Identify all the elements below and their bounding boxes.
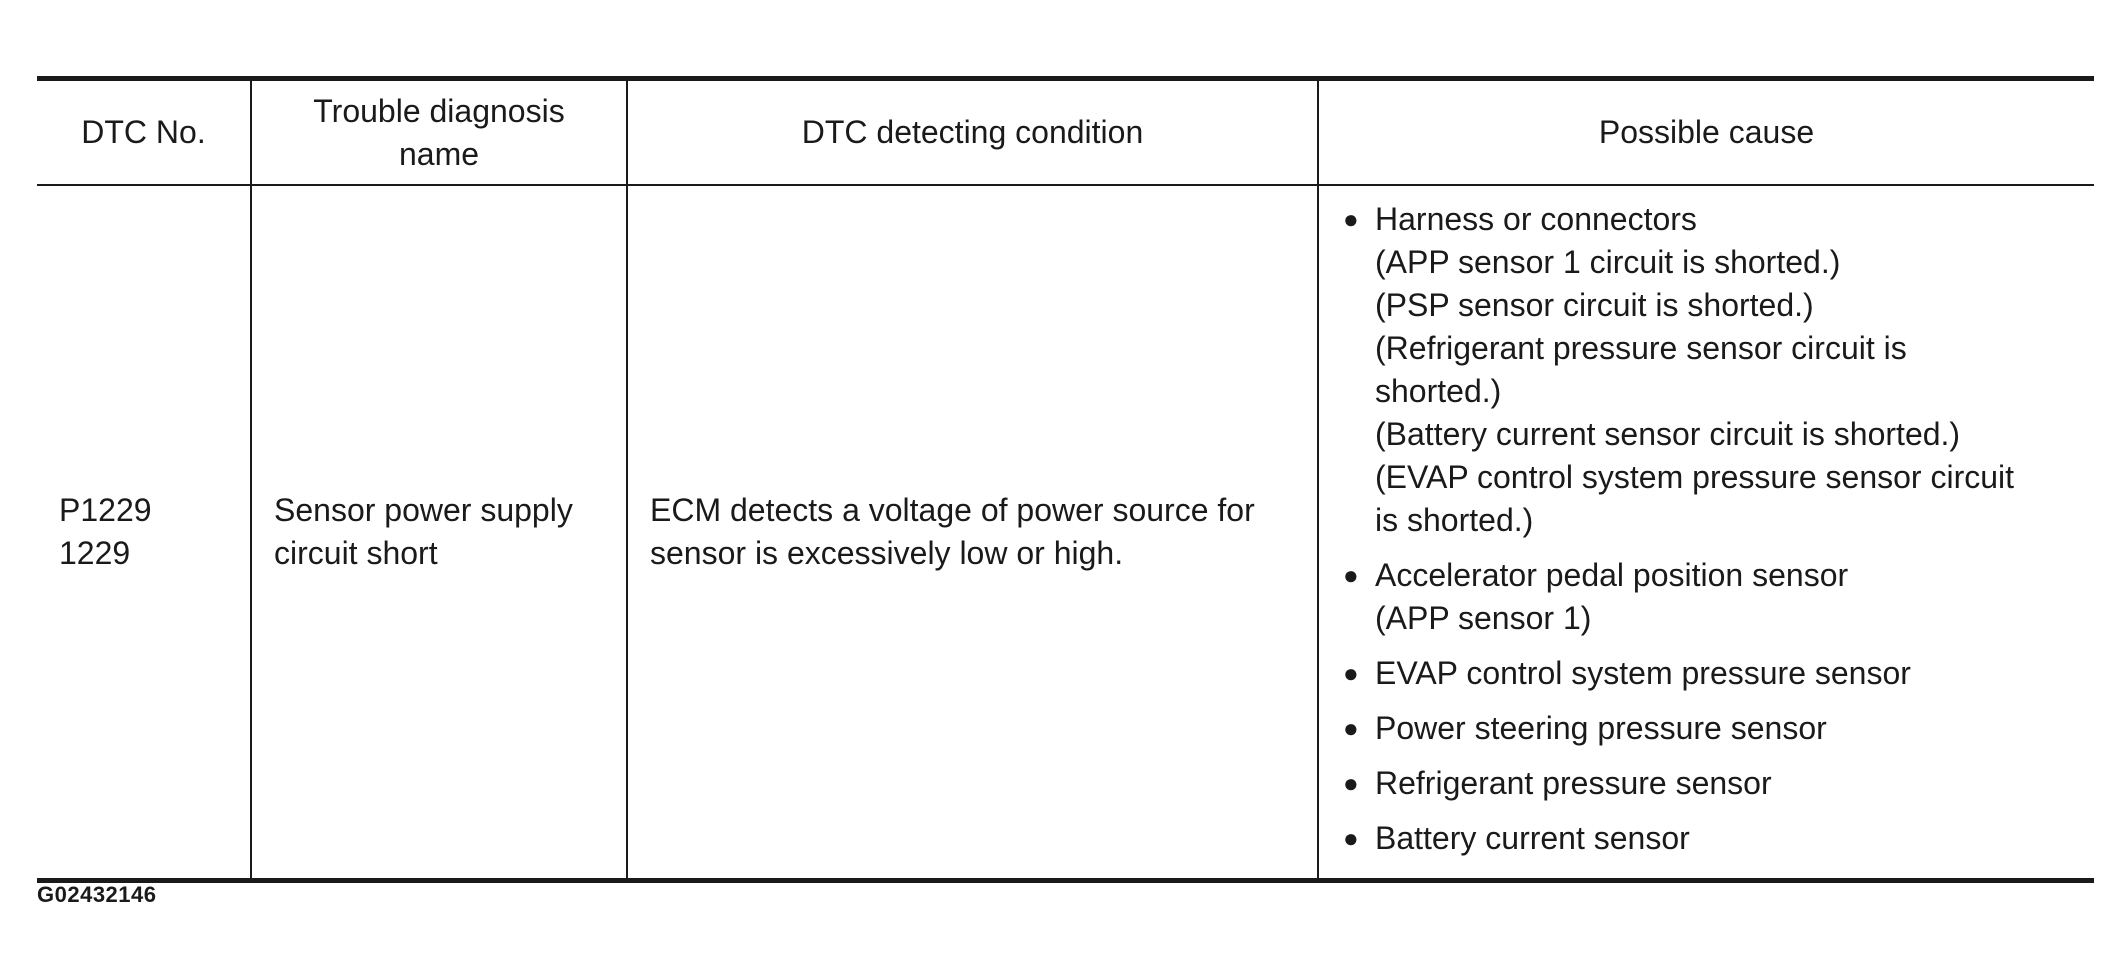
cause-detail: (EVAP control system pressure sensor circuit — [1375, 459, 2015, 495]
cause-detail: is shorted.) — [1375, 502, 1534, 538]
cause-item-app-sensor — [1341, 554, 2074, 640]
possible-cause-cell — [1318, 185, 2094, 881]
header-dtc-no: DTC No. — [37, 79, 251, 186]
table-header — [37, 79, 2094, 186]
cause-item-refrigerant-sensor — [1341, 762, 2074, 805]
cause-item-evap-sensor — [1341, 652, 2074, 695]
cause-item-psp-sensor — [1341, 707, 2074, 750]
detecting-condition-cell — [627, 185, 1318, 881]
figure-id: G02432146 — [37, 882, 157, 907]
cause-detail: (Battery current sensor circuit is shorted.) — [1375, 416, 1961, 452]
cause-detail: (PSP sensor circuit is shorted.) — [1375, 287, 1814, 323]
cause-title: Harness or connectors — [1375, 201, 1697, 237]
header-trouble-name — [251, 79, 627, 186]
dtc-code-secondary: 1229 — [59, 535, 131, 571]
cause-detail: (Refrigerant pressure sensor circuit is — [1375, 330, 1907, 366]
cause-title: EVAP control system pressure sensor — [1375, 655, 1911, 691]
table-row — [37, 185, 2094, 881]
cause-title: Power steering pressure sensor — [1375, 710, 1827, 746]
table-body — [37, 185, 2094, 881]
trouble-name-line2: circuit short — [274, 535, 438, 571]
header-row — [37, 79, 2094, 186]
cause-detail: shorted.) — [1375, 373, 1502, 409]
condition-line2: sensor is excessively low or high. — [650, 535, 1124, 571]
cause-item-harness — [1341, 198, 2074, 542]
trouble-name-cell — [251, 185, 627, 881]
header-detecting-condition: DTC detecting condition — [627, 79, 1318, 186]
bullet-dot-icon: ● — [1343, 560, 1359, 590]
cause-title: Battery current sensor — [1375, 820, 1690, 856]
header-possible-cause: Possible cause — [1318, 79, 2094, 186]
cause-title: Refrigerant pressure sensor — [1375, 765, 1772, 801]
dtc-table — [37, 76, 2094, 883]
header-trouble-name-line1: Trouble diagnosis — [313, 92, 565, 129]
trouble-name-line1: Sensor power supply — [274, 492, 573, 528]
header-trouble-name-line2: name — [398, 135, 480, 172]
cause-title: Accelerator pedal position sensor — [1375, 557, 1849, 593]
bullet-dot-icon: ● — [1343, 713, 1359, 743]
bullet-dot-icon: ● — [1343, 204, 1359, 234]
cause-detail: (APP sensor 1) — [1375, 600, 1592, 636]
dtc-code-cell — [37, 185, 251, 881]
cause-item-battery-sensor — [1341, 817, 2074, 860]
bullet-dot-icon: ● — [1343, 768, 1359, 798]
dtc-code-primary: P1229 — [59, 492, 152, 528]
possible-cause-list — [1341, 198, 2074, 860]
condition-line1: ECM detects a voltage of power source for — [650, 492, 1255, 528]
cause-detail: (APP sensor 1 circuit is shorted.) — [1375, 244, 1841, 280]
bullet-dot-icon: ● — [1343, 823, 1359, 853]
bullet-dot-icon: ● — [1343, 658, 1359, 688]
